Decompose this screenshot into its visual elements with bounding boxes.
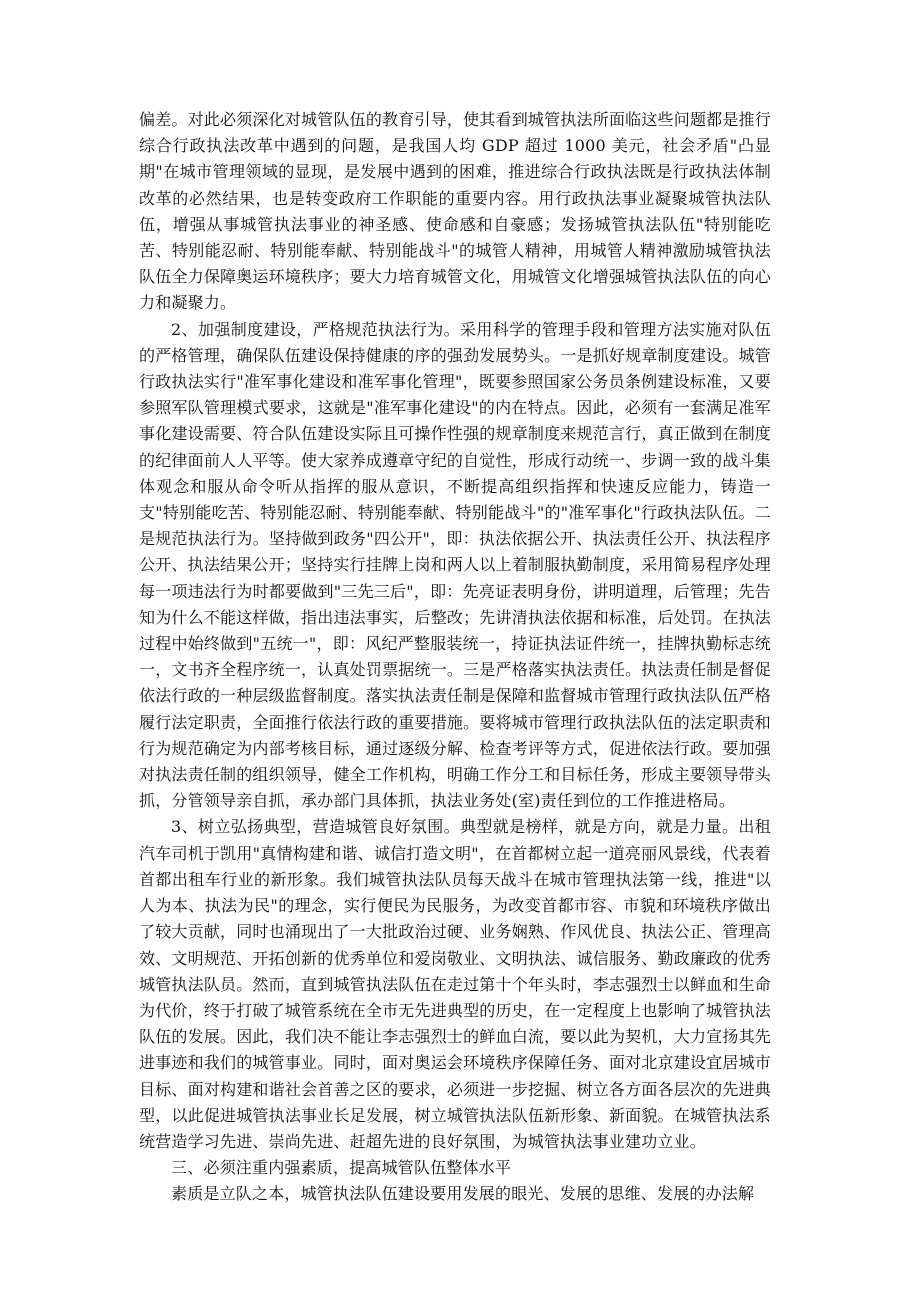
paragraph-3: 3、树立弘扬典型，营造城管良好氛围。典型就是榜样，就是方向，就是力量。出租汽车司机于凯用"真情构建和谐、诚信打造文明"，在首都树立起一道亮丽风景线，代表着首都出租车行业的新形象。我们城管执法队员每天战斗在城市管理执法第一线，推进"以人为本、执法为民"的理念，实行便民为民服务，为改变首都市容、市貌和环境秩序做出了较大贡献，同时也涌现出了一大批政治过硬、业务娴熟、作风优良、执法公正、管理高效、文明规范、开拓创新的优秀单位和爱岗敬业、文明执法、诚信服务、勤政廉政的优秀城管执法队员。然而，直到城管执法队伍在走过第十个年头时，李志强烈士以鲜血和生命为代价，终于打破了城管系统在全市无先进典型的历史，在一定程度上也影响了城管执法队伍的发展。因此，我们决不能让李志强烈士的鲜血白流，要以此为契机，大力宣扬其先进事迹和我们的城管事业。同时，面对奥运会环境秩序保障任务、面对北京建设宜居城市目标、面对构建和谐社会首善之区的要求，必须进一步挖掘、树立各方面各层次的先进典型，以此促进城管执法事业长足发展，树立城管执法队伍新形象、新面貌。在城管执法系统营造学习先进、崇尚先进、赶超先进的良好氛围，为城管执法事业建功立业。 xyxy=(139,817,771,1151)
paragraph-4: 素质是立队之本，城管执法队伍建设要用发展的眼光、发展的思维、发展的办法解 xyxy=(171,1184,755,1204)
paragraph-1: 偏差。对此必须深化对城管队伍的教育引导，使其看到城管执法所面临这些问题都是推行综合行政执法改革中遇到的问题，是我国人均 GDP 超过 1000 美元，社会矛盾"凸显期"在城市管理领域的显现，是发展中遇到的困难，推进综合行政执法既是行政执法体制改革的必然结果，也是转变政府工作职能的重要内容。用行政执法事业凝聚城管执法队伍，增强从事城管执法事业的神圣感、使命感和自豪感；发扬城管执法队伍"特别能吃苦、特别能忍耐、特别能奉献、特别能战斗"的城管人精神，用城管人精神激励城管执法队伍全力保障奥运环境秩序；要大力培育城管文化，用城管文化增强城管执法队伍的向心力和凝聚力。 xyxy=(139,110,771,313)
section-heading: 三、必须注重内强素质，提高城管队伍整体水平 xyxy=(171,1158,512,1178)
body-text xyxy=(139,107,771,1208)
paragraph-2: 2、加强制度建设，严格规范执法行为。采用科学的管理手段和管理方法实施对队伍的严格管理，确保队伍建设保持健康的序的强劲发展势头。一是抓好规章制度建设。城管行政执法实行"准军事化建设和准军事化管理"，既要参照国家公务员条例建设标准，又要参照军队管理模式要求，这就是"准军事化建设"的内在特点。因此，必须有一套满足准军事化建设需要、符合队伍建设实际且可操作性强的规章制度来规范言行，真正做到在制度的纪律面前人人平等。使大家养成遵章守纪的自觉性，形成行动统一、步调一致的战斗集体观念和服从命令听从指挥的服从意识，不断提高组织指挥和快速反应能力，铸造一支"特别能吃苦、特别能忍耐、特别能奉献、特别能战斗"的"准军事化"行政执法队伍。二是规范执法行为。坚持做到政务"四公开"，即：执法依据公开、执法责任公开、执法程序公开、执法结果公开；坚持实行挂牌上岗和两人以上着制服执勤制度，采用简易程序处理每一项违法行为时都要做到"三先三后"，即：先亮证表明身份，讲明道理，后管理；先告知为什么不能这样做，指出违法事实，后整改；先讲清执法依据和标准，后处罚。在执法过程中始终做到"五统一"，即：风纪严整服装统一，持证执法证件统一，挂牌执勤标志统一，文书齐全程序统一，认真处罚票据统一。三是严格落实执法责任。执法责任制是督促依法行政的一种层级监督制度。落实执法责任制是保障和监督城市管理行政执法队伍严格履行法定职责，全面推行依法行政的重要措施。要将城市管理行政执法队伍的法定职责和行为规范确定为内部考核目标，通过逐级分解、检查考评等方式，促进依法行政。要加强对执法责任制的组织领导，健全工作机构，明确工作分工和目标任务，形成主要领导带头抓，分管领导亲自抓，承办部门具体抓，执法业务处(室)责任到位的工作推进格局。 xyxy=(139,319,771,811)
